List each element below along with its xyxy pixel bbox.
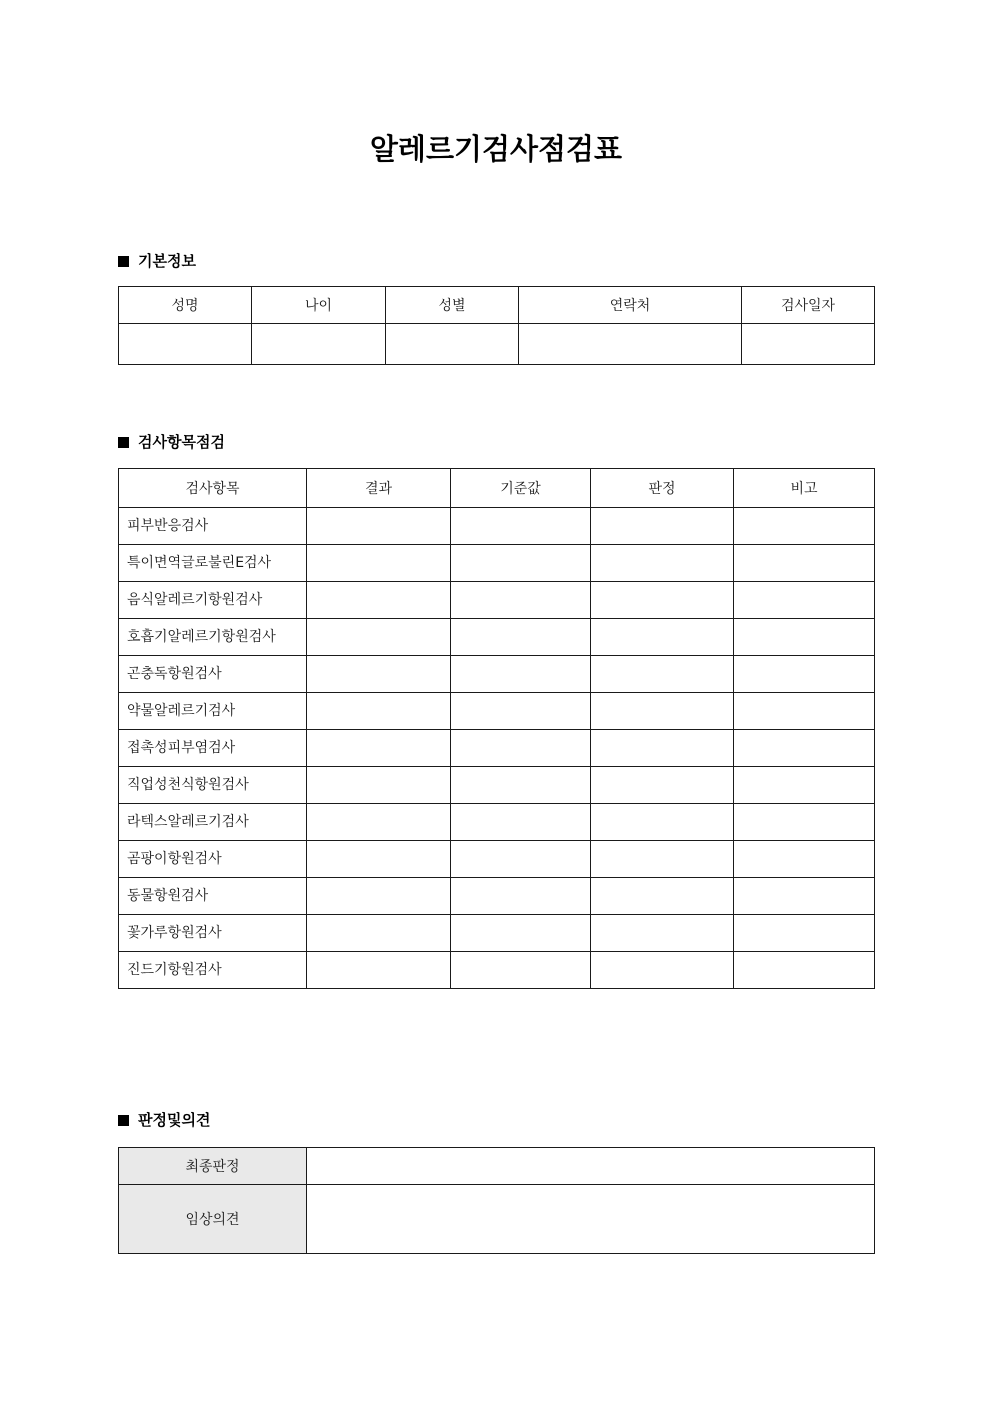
field-clinical-opinion[interactable]	[307, 1185, 875, 1254]
table-row	[119, 508, 875, 545]
table-row	[119, 656, 875, 693]
cell-test-item-name: 접촉성피부염검사	[119, 730, 307, 767]
row-label-final-judgement: 최종판정	[119, 1148, 307, 1185]
cell-note[interactable]	[734, 915, 875, 952]
column-header-judgement: 판정	[591, 469, 734, 508]
test-items-table	[118, 468, 875, 989]
filled-square-bullet-icon	[118, 1115, 129, 1126]
cell-note[interactable]	[734, 841, 875, 878]
column-header-gender: 성별	[386, 287, 519, 324]
cell-result[interactable]	[307, 952, 451, 989]
field-final-judgement[interactable]	[307, 1148, 875, 1185]
row-label-clinical-opinion: 임상의견	[119, 1185, 307, 1254]
cell-test-item-name: 곰팡이항원검사	[119, 841, 307, 878]
cell-note[interactable]	[734, 619, 875, 656]
cell-reference-value[interactable]	[451, 545, 591, 582]
cell-reference-value[interactable]	[451, 915, 591, 952]
column-header-note: 비고	[734, 469, 875, 508]
cell-reference-value[interactable]	[451, 693, 591, 730]
section-heading-basic-info	[118, 251, 196, 271]
cell-test-item-name: 라텍스알레르기검사	[119, 804, 307, 841]
cell-reference-value[interactable]	[451, 656, 591, 693]
column-header-exam-date: 검사일자	[742, 287, 875, 324]
table-row	[119, 878, 875, 915]
table-row	[119, 730, 875, 767]
field-age[interactable]	[252, 324, 386, 365]
cell-note[interactable]	[734, 656, 875, 693]
table-header-row	[119, 469, 875, 508]
cell-test-item-name: 호흡기알레르기항원검사	[119, 619, 307, 656]
cell-result[interactable]	[307, 508, 451, 545]
cell-test-item-name: 꽃가루항원검사	[119, 915, 307, 952]
cell-test-item-name: 피부반응검사	[119, 508, 307, 545]
column-header-test-item: 검사항목	[119, 469, 307, 508]
table-row	[119, 545, 875, 582]
section-heading-verdict-label: 판정및의견	[138, 1111, 211, 1129]
section-heading-test-items	[118, 432, 225, 452]
column-header-contact: 연락처	[519, 287, 742, 324]
table-row	[119, 915, 875, 952]
table-row	[119, 619, 875, 656]
table-row	[119, 804, 875, 841]
cell-judgement[interactable]	[591, 952, 734, 989]
cell-result[interactable]	[307, 804, 451, 841]
cell-judgement[interactable]	[591, 804, 734, 841]
cell-judgement[interactable]	[591, 878, 734, 915]
cell-reference-value[interactable]	[451, 878, 591, 915]
table-header-row	[119, 287, 875, 324]
column-header-result: 결과	[307, 469, 451, 508]
field-contact[interactable]	[519, 324, 742, 365]
table-row	[119, 1185, 875, 1254]
table-row	[119, 693, 875, 730]
cell-reference-value[interactable]	[451, 619, 591, 656]
column-header-name: 성명	[119, 287, 252, 324]
cell-reference-value[interactable]	[451, 730, 591, 767]
cell-result[interactable]	[307, 915, 451, 952]
cell-result[interactable]	[307, 841, 451, 878]
cell-result[interactable]	[307, 619, 451, 656]
page-title: 알레르기검사점검표	[369, 132, 623, 166]
cell-judgement[interactable]	[591, 730, 734, 767]
cell-test-item-name: 특이면역글로불린E검사	[119, 545, 307, 582]
cell-note[interactable]	[734, 952, 875, 989]
cell-reference-value[interactable]	[451, 952, 591, 989]
cell-note[interactable]	[734, 693, 875, 730]
cell-note[interactable]	[734, 545, 875, 582]
cell-result[interactable]	[307, 693, 451, 730]
basic-info-table	[118, 286, 875, 365]
cell-result[interactable]	[307, 656, 451, 693]
column-header-reference-value: 기준값	[451, 469, 591, 508]
cell-judgement[interactable]	[591, 656, 734, 693]
cell-note[interactable]	[734, 804, 875, 841]
column-header-age: 나이	[252, 287, 386, 324]
section-heading-verdict	[118, 1110, 210, 1130]
cell-note[interactable]	[734, 508, 875, 545]
cell-result[interactable]	[307, 730, 451, 767]
cell-result[interactable]	[307, 582, 451, 619]
cell-reference-value[interactable]	[451, 582, 591, 619]
cell-reference-value[interactable]	[451, 508, 591, 545]
field-name[interactable]	[119, 324, 252, 365]
table-row	[119, 324, 875, 365]
cell-test-item-name: 직업성천식항원검사	[119, 767, 307, 804]
cell-result[interactable]	[307, 878, 451, 915]
cell-result[interactable]	[307, 767, 451, 804]
cell-judgement[interactable]	[591, 508, 734, 545]
filled-square-bullet-icon	[118, 256, 129, 267]
cell-reference-value[interactable]	[451, 767, 591, 804]
cell-test-item-name: 동물항원검사	[119, 878, 307, 915]
filled-square-bullet-icon	[118, 437, 129, 448]
cell-test-item-name: 약물알레르기검사	[119, 693, 307, 730]
cell-judgement[interactable]	[591, 582, 734, 619]
cell-judgement[interactable]	[591, 545, 734, 582]
cell-judgement[interactable]	[591, 767, 734, 804]
field-gender[interactable]	[386, 324, 519, 365]
cell-result[interactable]	[307, 545, 451, 582]
cell-reference-value[interactable]	[451, 804, 591, 841]
cell-judgement[interactable]	[591, 841, 734, 878]
cell-note[interactable]	[734, 582, 875, 619]
table-row	[119, 952, 875, 989]
section-heading-basic-info-label: 기본정보	[138, 252, 196, 270]
table-row	[119, 1148, 875, 1185]
table-row	[119, 582, 875, 619]
table-row	[119, 841, 875, 878]
cell-test-item-name: 곤충독항원검사	[119, 656, 307, 693]
cell-judgement[interactable]	[591, 915, 734, 952]
verdict-table	[118, 1147, 875, 1254]
cell-judgement[interactable]	[591, 619, 734, 656]
cell-judgement[interactable]	[591, 693, 734, 730]
cell-test-item-name: 진드기항원검사	[119, 952, 307, 989]
field-exam-date[interactable]	[742, 324, 875, 365]
cell-note[interactable]	[734, 730, 875, 767]
cell-note[interactable]	[734, 767, 875, 804]
cell-reference-value[interactable]	[451, 841, 591, 878]
cell-test-item-name: 음식알레르기항원검사	[119, 582, 307, 619]
section-heading-test-items-label: 검사항목점검	[138, 433, 225, 451]
cell-note[interactable]	[734, 878, 875, 915]
table-row	[119, 767, 875, 804]
